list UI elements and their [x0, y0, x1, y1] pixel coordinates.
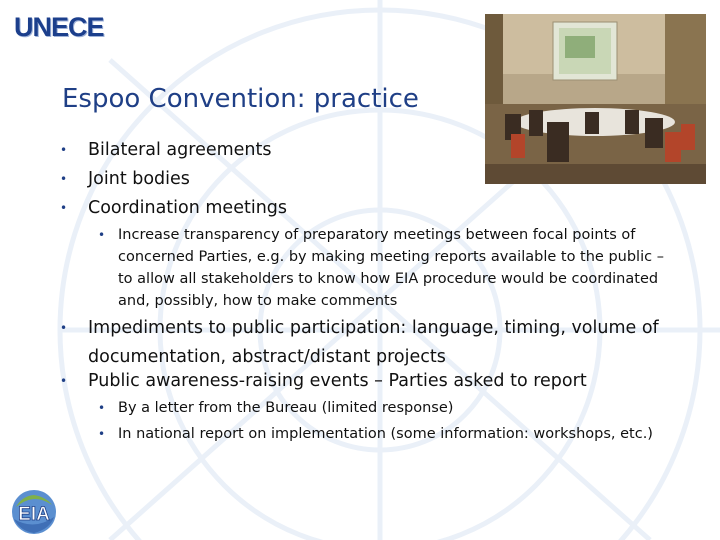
bullet-bilateral-agreements: [62, 136, 680, 165]
bullet-marker: •: [60, 143, 68, 157]
bullet-public-awareness: [62, 367, 680, 396]
sub-bullet-bureau-letter: [98, 397, 674, 419]
eia-logo-text: EIA: [18, 504, 50, 525]
bullet-text: Joint bodies: [88, 169, 190, 189]
unece-logo: UNECE: [14, 12, 104, 42]
bullet-text: Bilateral agreements: [88, 140, 272, 160]
bullet-joint-bodies: [62, 165, 680, 194]
slide-title: Espoo Convention: practice: [62, 84, 419, 114]
bullet-marker: •: [60, 172, 68, 186]
bullet-marker: •: [60, 201, 68, 215]
bullet-text: Impediments to public participation: language, timing, volume of documentation, abstract/distant projects: [88, 318, 659, 367]
bullet-coordination-meetings: [62, 194, 680, 223]
bullet-marker: •: [98, 427, 106, 441]
bullet-text: Public awareness-raising events – Parties asked to report: [88, 371, 587, 391]
sub-bullet-transparency: [98, 224, 674, 312]
bullet-text: By a letter from the Bureau (limited response): [118, 400, 454, 416]
bullet-marker: •: [98, 228, 106, 242]
sub-bullet-national-report: [98, 423, 670, 445]
bullet-marker: •: [60, 374, 68, 388]
bullet-text: Coordination meetings: [88, 198, 288, 218]
eia-logo: [6, 487, 62, 537]
bullet-text: Increase transparency of preparatory meetings between focal points of concerned Parties, e.g. by making meeting reports available to the public – to allow all stakeholders to know how EIA procedure would be coordinated and, possibly, how to make comments: [118, 227, 664, 309]
bullet-text: In national report on implementation (some information: workshops, etc.): [118, 426, 653, 442]
bullet-marker: •: [60, 321, 68, 335]
bullet-marker: •: [98, 401, 106, 415]
bullet-impediments: [62, 314, 668, 372]
